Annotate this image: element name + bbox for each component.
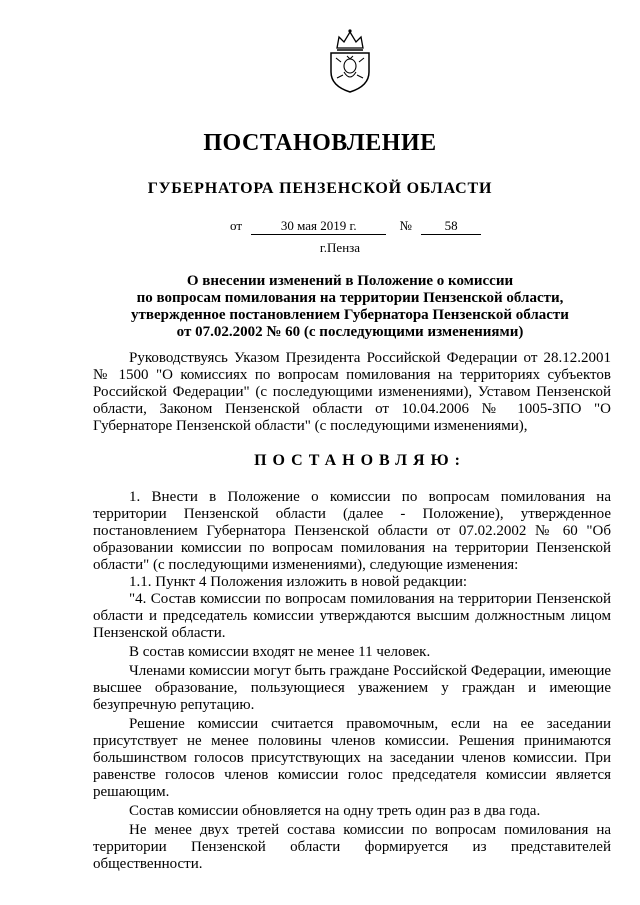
document-number: 58 bbox=[421, 218, 481, 235]
paragraph: 1. Внести в Положение о комиссии по вопросам помилования на территории Пензенской области (далее - Положение), утвержденное постановлением Губернатора Пензенской области от 07.02.2002 № 60 "Об образовании комиссии по вопросам помилования на территории Пензенской области" (с последующими изменениями), следующие изменения: bbox=[93, 489, 611, 573]
paragraph: В состав комиссии входят не менее 11 человек. bbox=[129, 644, 431, 660]
paragraph: Членами комиссии могут быть граждане Российской Федерации, имеющие высшее образование, пользующиеся уважением у граждан и имеющие безупречную репутацию. bbox=[93, 663, 611, 713]
document-city: г.Пенза bbox=[319, 240, 361, 255]
document-date: 30 мая 2019 г. bbox=[251, 218, 386, 235]
document-subject bbox=[100, 273, 600, 341]
decree-heading: ПОСТАНОВЛЯЮ: bbox=[254, 452, 466, 469]
subject-line: О внесении изменений в Положение о комиссии bbox=[186, 273, 514, 289]
subject-line: от 07.02.2002 № 60 (с последующими изменениями) bbox=[176, 324, 524, 340]
document-issuer: ГУБЕРНАТОРА ПЕНЗЕНСКОЙ ОБЛАСТИ bbox=[147, 180, 493, 197]
penza-coat-of-arms-icon bbox=[327, 28, 373, 94]
preamble bbox=[93, 350, 611, 435]
subject-line: по вопросам помилования на территории Пензенской области, bbox=[136, 290, 564, 306]
document-title: ПОСТАНОВЛЕНИЕ bbox=[203, 130, 437, 156]
date-number-line bbox=[230, 218, 481, 235]
preamble-text: Руководствуясь Указом Президента Российской Федерации от 28.12.2001 № 1500 "О комиссиях по вопросам помилования на территориях субъектов Российской Федерации" (с последующими изменениями), Уставом Пензенской области, Законом Пензенской области от 10.04.2006 № 1005-ЗПО "О Губернаторе Пензенской области" (с последующими изменениями), bbox=[93, 350, 611, 434]
paragraph: "4. Состав комиссии по вопросам помилования на территории Пензенской области и председатель комиссии утверждаются высшим должностным лицом Пензенской области. bbox=[93, 591, 611, 641]
number-prefix: № bbox=[399, 218, 412, 233]
paragraph: Состав комиссии обновляется на одну треть один раз в два года. bbox=[129, 803, 541, 819]
paragraph: 1.1. Пункт 4 Положения изложить в новой редакции: bbox=[129, 574, 468, 590]
document-body bbox=[93, 489, 611, 873]
subject-line: утвержденное постановлением Губернатора Пензенской области bbox=[131, 307, 569, 323]
date-prefix: от bbox=[230, 218, 243, 233]
paragraph: Решение комиссии считается правомочным, если на ее заседании присутствует не менее половины членов комиссии. Решения принимаются большинством голосов присутствующих на заседании членов комиссии. При равенстве голосов членов комиссии голос председателя комиссии является решающим. bbox=[93, 716, 611, 800]
paragraph: Не менее двух третей состава комиссии по вопросам помилования на территории Пензенской области формируется из представителей общественности. bbox=[93, 822, 611, 872]
